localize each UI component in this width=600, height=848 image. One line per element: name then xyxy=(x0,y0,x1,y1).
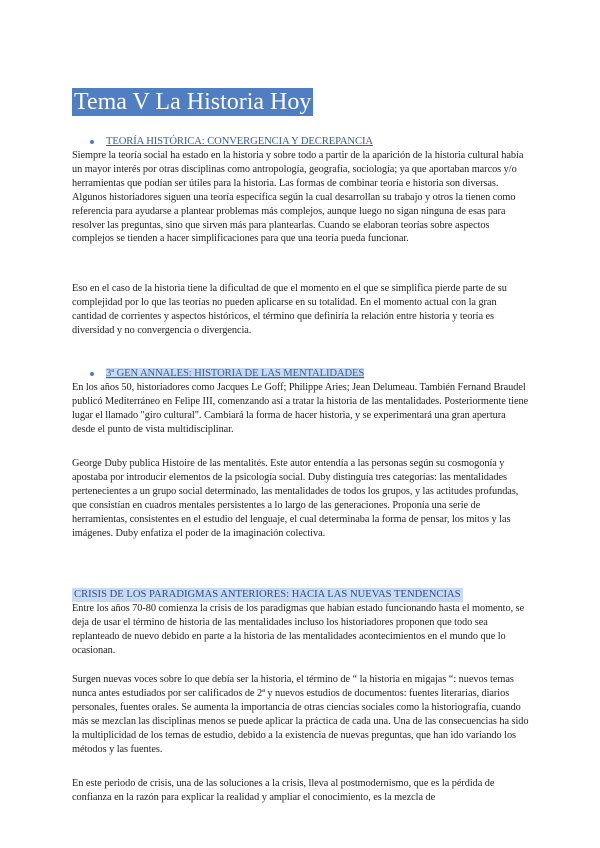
paragraph-teoria-1: Siempre la teoría social ha estado en la historia y sobre todo a partir de la aparición de la historia cultural había un mayor interés por otras disciplinas como antropología, geografía, sociología; ya que aportaban marcos y/o herramientas que podían ser útiles para la historia. Las formas de combinar teoría e historia son diversas. Algunos historiadores siguen una teoría específica según la cual desarrollan su trabajo y otros la tienen como referencia para ayudarse a plantear problemas más complejos, aunque luego no sigan ninguna de esas para resolver las preguntas, sino que sirven más para plantearlas. Cuando se elaboran teorías sobre aspectos complejos se tienden a hacer simplificaciones para que una teoría pueda funcionar. xyxy=(72,150,524,245)
bullet-icon xyxy=(90,372,94,376)
paragraph-crisis-3: En este periodo de crisis, una de las soluciones a la crisis, lleva al postmodernismo, que es la pérdida de confianza en la razón para explicar la realidad y ampliar el conocimiento, es la mezcla de xyxy=(72,778,495,803)
paragraph-annales-2: George Duby publica Histoire de las mentalités. Este autor entendía a las personas según su cosmogonía y apostaba por introducir elementos de la psicología social. Duby distinguía tres categorías: las mentalidades pertenecientes a un grupo social determinado, las mentalidades de todos los grupos, y las actitudes profundas, que consistían en cuadros mentales persistentes a lo largo de las generaciones. Proponía una serie de herramientas, consistentes en el estudio del lenguaje, el cual determinaba la forma de pensar, los mitos y las imágenes. Duby enfatiza el poder de la imaginación colectiva. xyxy=(72,458,519,539)
paragraph-crisis-2: Surgen nuevas voces sobre lo que debía ser la historia, el término de “ la historia en migajas “: nuevos temas nunca antes estudiados por ser calificados de 2ª y nuevos estudios de documentos: fuentes literarias, diarios personales, fuentes orales. Se aumenta la importancia de otras ciencias sociales como la historiografía, cuando más se mezclan las disciplinas menos se puede aplicar la práctica de cada una. Una de las consecuencias ha sido la multiplicidad de los temas de estudio, debido a la existencia de nuevas preguntas, que han ido variando los métodos y las fuentes. xyxy=(72,674,529,755)
section-heading-annales: 3ª GEN ANNALES: HISTORIA DE LAS MENTALIDADES xyxy=(90,367,364,381)
paragraph-crisis-1: Entre los años 70-80 comienza la crisis de los paradigmas que habían estado funcionando hasta el momento, se deja de usar el término de historia de las mentalidades incluso los historiadores proponen que todo sea replanteado de nuevo debido en parte a la historia de las mentalidades acontecimientos en el mundo que lo ocasionan. xyxy=(72,603,525,656)
section-heading-crisis: CRISIS DE LOS PARADIGMAS ANTERIORES: HACIA LAS NUEVAS TENDENCIAS xyxy=(74,589,461,600)
paragraph-teoria-2: Eso en el caso de la historia tiene la dificultad de que el momento en el que se simplifica pierde parte de su complejidad por lo que las teorías no pueden aplicarse en su totalidad. En el momento actual con la gran cantidad de corrientes y aspectos históricos, el término que definiría la relación entre historia y teoría es diversidad y no convergencia o divergencia. xyxy=(72,283,507,336)
document-title: Tema V La Historia Hoy xyxy=(74,89,312,115)
bullet-icon xyxy=(90,140,94,144)
section-heading-teoria: TEORÍA HISTÓRICA: CONVERGENCIA Y DECREPANCIA xyxy=(90,135,373,149)
paragraph-annales-1: En los años 50, historiadores como Jacques Le Goff; Philippe Aries; Jean Delumeau. También Fernand Braudel publicó Mediterráneo en Felipe III, comenzando así a tratar la historia de las mentalidades. Posteriormente tiene lugar el llamado "giro cultural". Cambiará la forma de hacer historia, y se experimentará una gran apertura desde el punto de vista multidisciplinar. xyxy=(72,382,529,435)
